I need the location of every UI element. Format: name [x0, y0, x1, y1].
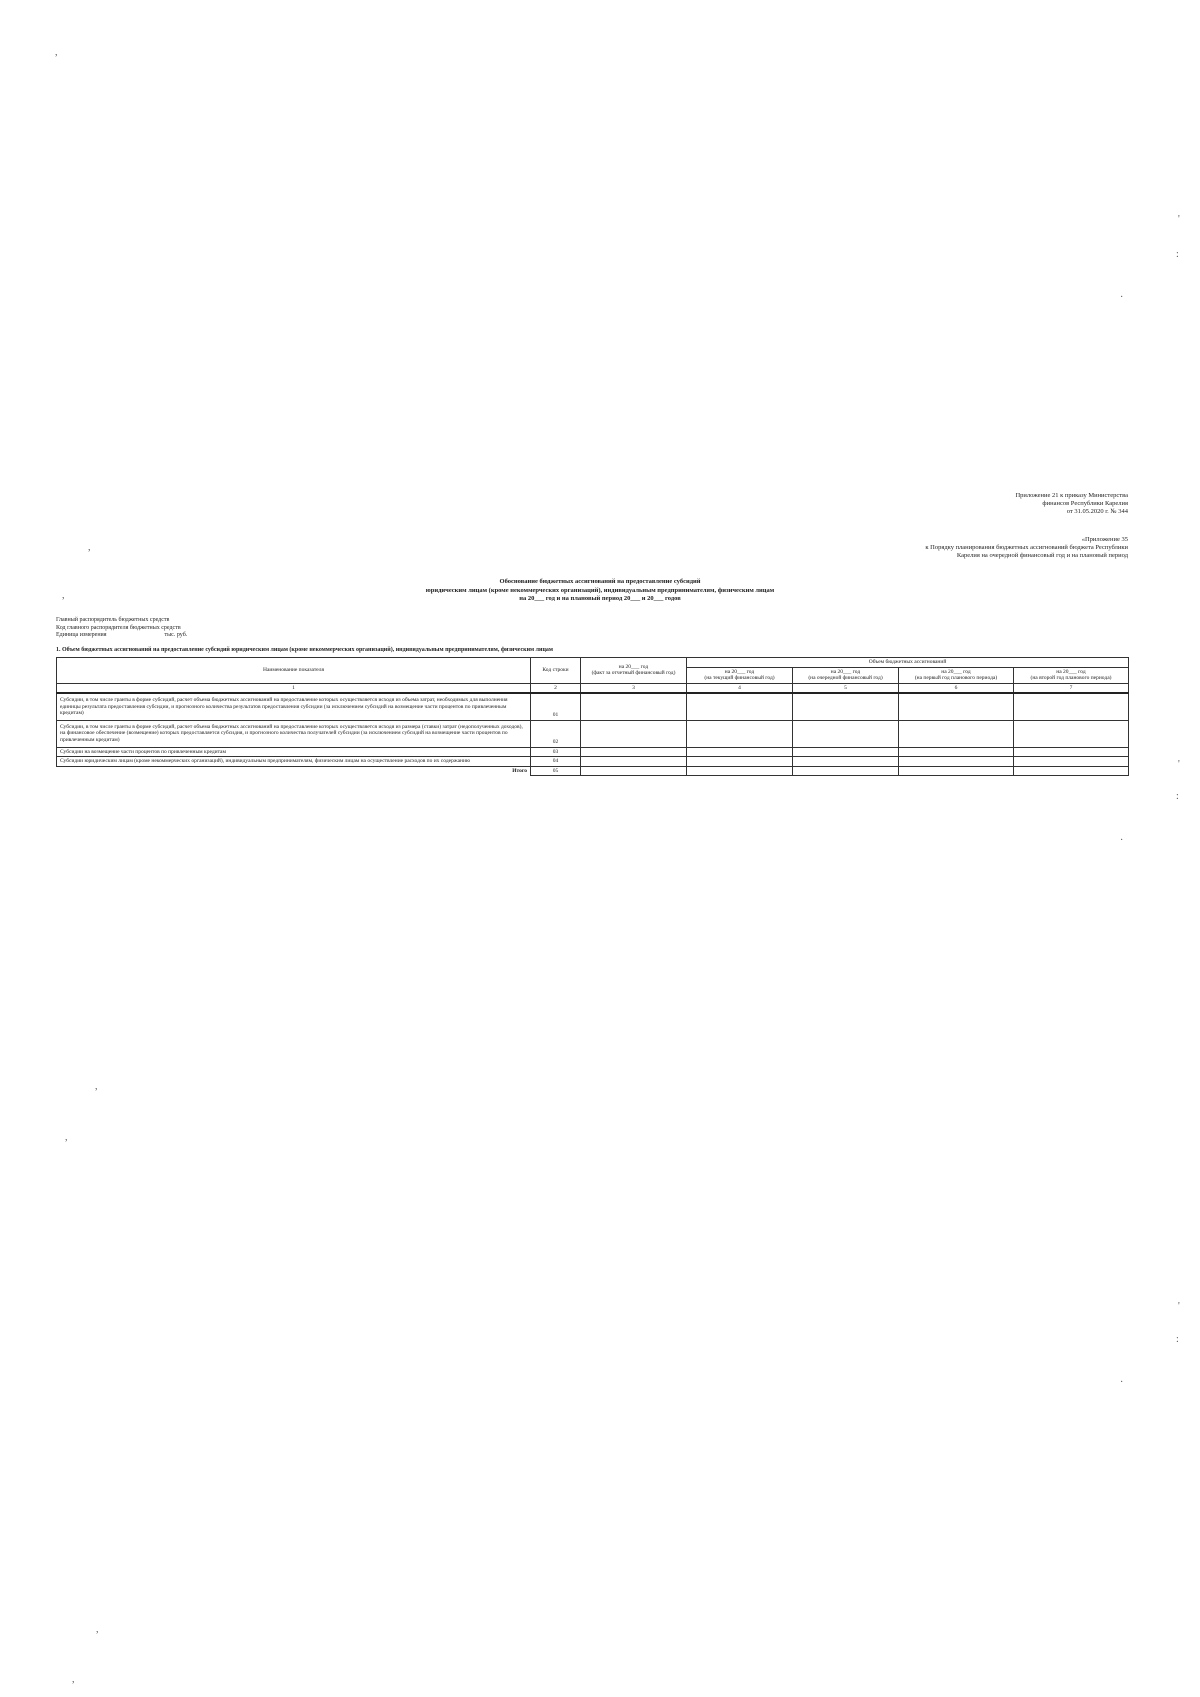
appendix-line: к Порядку планирования бюджетных ассигнований бюджета Республики	[925, 544, 1128, 551]
unit-value: тыс. руб.	[164, 632, 188, 638]
header-col3-year: на 20___ год	[618, 663, 649, 670]
header-col7-year: на 20___ год	[1056, 668, 1086, 675]
form-meta	[56, 617, 187, 640]
scan-speck: :	[1176, 249, 1179, 260]
table-row	[57, 747, 1129, 757]
row-name: Субсидии юридическим лицам (кроме некоммерческих организаций), индивидуальным предпринимателям, физическим лицам на осуществление расходов по их содержанию	[57, 757, 531, 767]
meta-line: Главный распорядитель бюджетных средств	[56, 617, 170, 623]
total-code: 05	[531, 766, 581, 776]
column-number: 7	[1014, 683, 1129, 693]
scan-speck: ,	[95, 1081, 98, 1092]
total-label: Итого	[57, 766, 531, 776]
ministry-order-line: от 31.05.2020 г. № 344	[1066, 508, 1128, 515]
scan-speck: '	[1178, 1301, 1180, 1312]
value-cell[interactable]	[687, 720, 793, 747]
value-cell[interactable]	[793, 693, 899, 720]
document-title	[380, 578, 820, 604]
scan-speck: ·	[1120, 1377, 1124, 1388]
scan-speck: '	[1178, 759, 1180, 770]
title-line: Обоснование бюджетных ассигнований на предоставление субсидий	[499, 578, 701, 585]
total-row	[57, 766, 1129, 776]
scan-speck: ,	[55, 47, 58, 58]
value-cell[interactable]	[899, 757, 1014, 767]
total-value-cell[interactable]	[899, 766, 1014, 776]
meta-label: Единица измерения	[56, 632, 107, 638]
row-code: 04	[531, 757, 581, 767]
header-group: Объем бюджетных ассигнований	[687, 658, 1129, 668]
column-number: 5	[793, 683, 899, 693]
value-cell[interactable]	[581, 693, 687, 720]
column-number: 2	[531, 683, 581, 693]
header-col5-desc: (на очередной финансовый год)	[808, 675, 883, 681]
scan-speck: ,	[96, 1624, 99, 1635]
table-row	[57, 693, 1129, 720]
ministry-order-reference	[828, 492, 1128, 516]
value-cell[interactable]	[899, 747, 1014, 757]
value-cell[interactable]	[1014, 757, 1129, 767]
header-col5	[793, 667, 899, 683]
meta-line: Код главного распорядителя бюджетных средств	[56, 624, 181, 631]
ministry-order-line: Приложение 21 к приказу Министерства	[1015, 492, 1128, 499]
scan-speck: ·	[1120, 292, 1124, 303]
scan-speck: :	[1176, 791, 1179, 802]
procedure-appendix-reference	[808, 536, 1128, 560]
value-cell[interactable]	[793, 720, 899, 747]
total-value-cell[interactable]	[581, 766, 687, 776]
value-cell[interactable]	[793, 757, 899, 767]
scan-speck: ,	[62, 590, 65, 601]
column-number: 1	[57, 683, 531, 693]
header-col3	[581, 658, 687, 684]
column-number: 3	[581, 683, 687, 693]
row-code: 01	[531, 693, 581, 720]
header-col4-desc: (на текущий финансовый год)	[704, 675, 775, 681]
scan-speck: ·	[1120, 835, 1124, 846]
value-cell[interactable]	[687, 757, 793, 767]
column-number: 4	[687, 683, 793, 693]
value-cell[interactable]	[687, 693, 793, 720]
header-code: Код строки	[531, 658, 581, 684]
value-cell[interactable]	[1014, 693, 1129, 720]
header-col6	[899, 667, 1014, 683]
scan-speck: ,	[65, 1132, 68, 1143]
row-name: Субсидии, в том числе гранты в форме субсидий, расчет объема бюджетных ассигнований на предоставление которых осуществляется исходя из объема затрат, необходимых для выполнения единицы результата предоставления субсидии, и прогнозного количества результатов предоставления субсидии (за исключением субсидий на возмещение части процентов по привлеченным кредитам)	[57, 693, 531, 720]
title-line: на 20___ год и на плановый период 20___ и 20___ годов	[519, 595, 681, 602]
appendix-line: Карелия на очередной финансовый год и на плановый период	[956, 552, 1128, 559]
header-col6-desc: (на первый год планового периода)	[914, 675, 998, 681]
header-col3-desc: (факт за отчетный финансовый год)	[591, 670, 676, 677]
row-code: 03	[531, 747, 581, 757]
header-col7	[1014, 667, 1129, 683]
column-number-row	[57, 683, 1129, 693]
section-title: 1. Объем бюджетных ассигнований на предоставление субсидий юридическим лицам (кроме некоммерческих организаций), индивидуальным предпринимателям, физическим лицам	[56, 647, 553, 653]
value-cell[interactable]	[1014, 747, 1129, 757]
allocation-table	[56, 657, 1129, 776]
meta-line	[56, 632, 187, 640]
header-name: Наименование показателя	[57, 658, 531, 684]
value-cell[interactable]	[899, 720, 1014, 747]
header-col4-year: на 20___ год	[724, 668, 755, 675]
header-col6-year: на 20___ год	[941, 668, 971, 675]
scan-speck: :	[1176, 1334, 1179, 1345]
value-cell[interactable]	[687, 747, 793, 757]
value-cell[interactable]	[581, 720, 687, 747]
total-value-cell[interactable]	[1014, 766, 1129, 776]
value-cell[interactable]	[581, 747, 687, 757]
appendix-line: «Приложение 35	[1081, 536, 1128, 543]
table-row	[57, 720, 1129, 747]
ministry-order-line: финансов Республики Карелия	[1042, 500, 1128, 507]
scan-speck: ,	[72, 1674, 75, 1685]
title-line: юридическим лицам (кроме некоммерческих организаций), индивидуальным предпринимателям, физическим лицам	[425, 586, 775, 594]
scan-speck: '	[1178, 214, 1180, 225]
total-value-cell[interactable]	[793, 766, 899, 776]
value-cell[interactable]	[793, 747, 899, 757]
value-cell[interactable]	[899, 693, 1014, 720]
table-row	[57, 757, 1129, 767]
total-value-cell[interactable]	[687, 766, 793, 776]
column-number: 6	[899, 683, 1014, 693]
row-name: Субсидии на возмещение части процентов по привлеченным кредитам	[57, 747, 531, 757]
row-code: 02	[531, 720, 581, 747]
value-cell[interactable]	[1014, 720, 1129, 747]
value-cell[interactable]	[581, 757, 687, 767]
scan-speck: ,	[88, 542, 91, 553]
row-name: Субсидии, в том числе гранты в форме субсидий, расчет объема бюджетных ассигнований на предоставление которых осуществляется исходя из размера (ставки) затрат (недополученных доходов), на финансовое обеспечение (возмещение) которых предоставляется субсидия, и прогнозного количества получателей субсидии (за исключением субсидий на возмещение части процентов по привлеченным кредитам)	[57, 720, 531, 747]
header-col5-year: на 20___ год	[830, 668, 861, 675]
header-col4	[687, 667, 793, 683]
header-col7-desc: (на второй год планового периода)	[1030, 675, 1112, 681]
